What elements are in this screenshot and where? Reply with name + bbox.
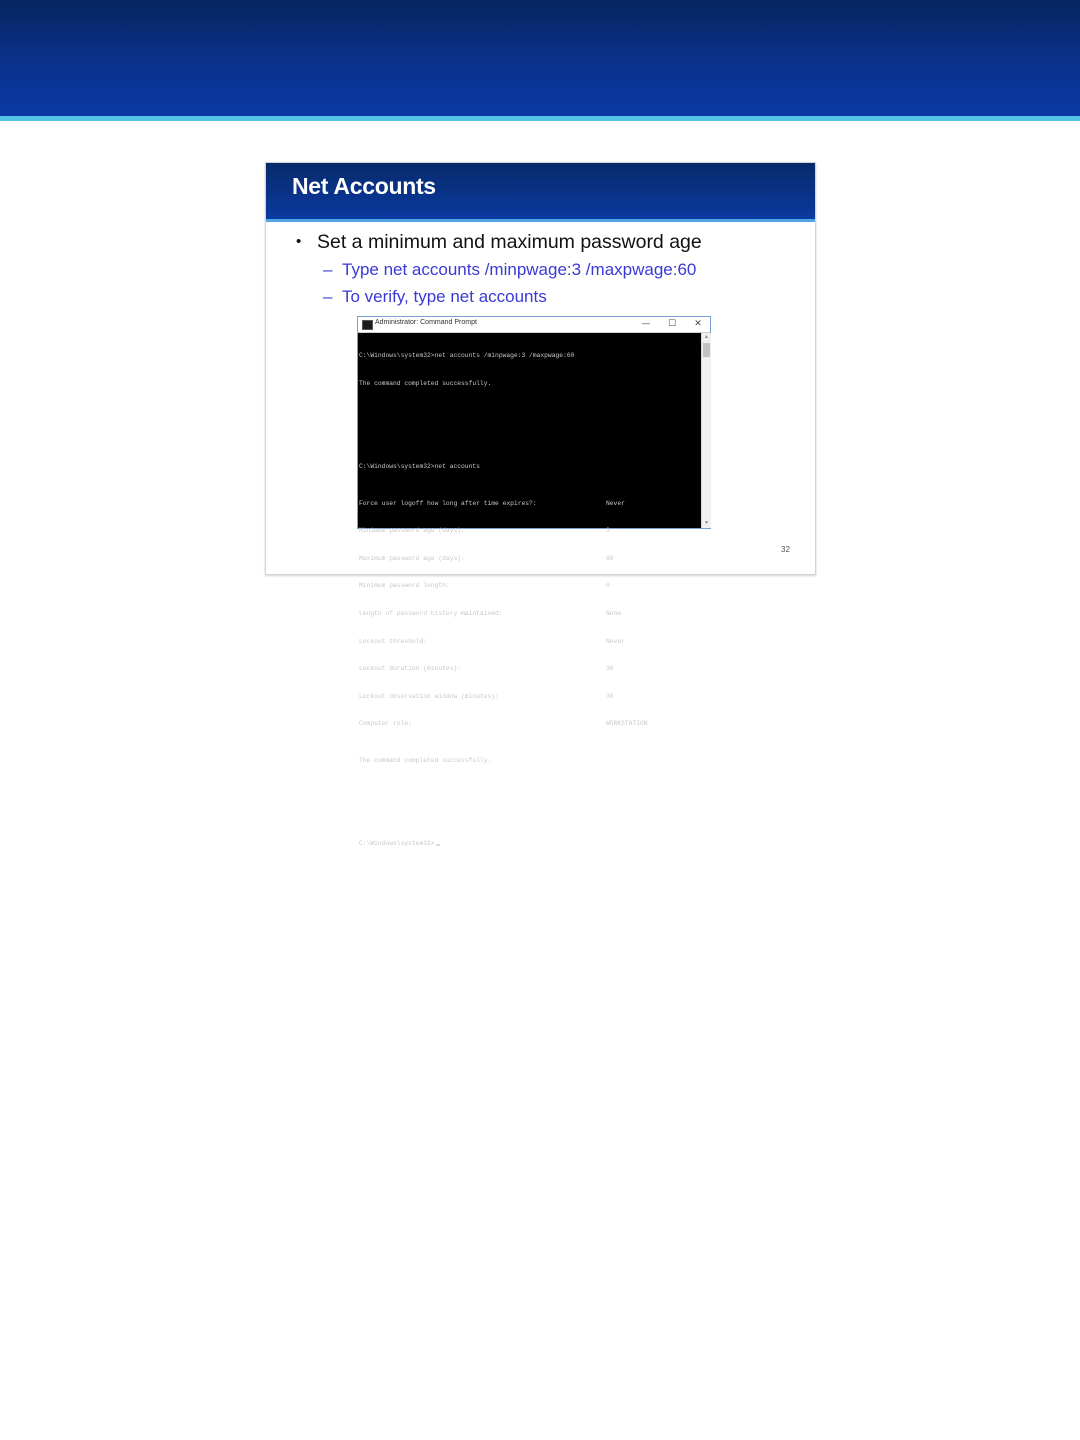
- sub-bullet-text: To verify, type net accounts: [342, 287, 547, 306]
- terminal-prompt-line: [359, 839, 702, 848]
- setting-value: WORKSTATION: [606, 720, 648, 728]
- terminal-setting-row: [359, 499, 702, 508]
- setting-label: Lockout threshold:: [359, 637, 428, 645]
- bullet-marker: •: [296, 233, 302, 250]
- close-icon: ✕: [694, 319, 702, 329]
- terminal-setting-row: [359, 692, 702, 701]
- slide-title: Net Accounts: [292, 173, 436, 199]
- terminal-setting-row: [359, 664, 702, 673]
- setting-value: 30: [606, 665, 614, 673]
- terminal-setting-row: [359, 719, 702, 728]
- terminal-line: C:\Windows\system32>net accounts: [359, 462, 480, 470]
- terminal-prompt: C:\Windows\system32>: [359, 839, 435, 847]
- terminal-line: The command completed successfully.: [359, 380, 492, 387]
- minimize-icon: —: [641, 319, 651, 329]
- terminal-line: The command completed successfully.: [359, 757, 492, 765]
- scroll-up-icon: ▲: [704, 334, 709, 340]
- terminal-scrollbar: [701, 333, 711, 528]
- terminal-blank-line: [359, 784, 702, 793]
- slide-number: 32: [781, 545, 790, 554]
- setting-value: 0: [606, 582, 610, 590]
- terminal-setting-row: [359, 554, 702, 563]
- setting-label: Minimum password length:: [359, 582, 450, 590]
- setting-label: Minimum password age (days):: [359, 527, 465, 535]
- setting-value: None: [606, 609, 622, 617]
- terminal-output: [358, 333, 702, 847]
- terminal-blank-line: [359, 407, 702, 416]
- maximize-icon: ☐: [667, 319, 677, 329]
- setting-label: Force user logoff how long after time expires?:: [359, 499, 537, 507]
- scrollbar-thumb: [703, 343, 710, 357]
- setting-value: Never: [606, 637, 625, 645]
- setting-label: Computer role:: [359, 720, 412, 728]
- setting-label: Lockout observation window (minutes):: [359, 692, 499, 700]
- bullet-text: Set a minimum and maximum password age: [317, 231, 702, 253]
- slide-header-divider: [266, 219, 815, 222]
- window-title: Administrator: Command Prompt: [375, 319, 477, 326]
- terminal-setting-row: [359, 637, 702, 646]
- setting-label: Maximum password age (days):: [359, 554, 465, 562]
- terminal-setting-row: [359, 581, 702, 590]
- setting-value: Never: [606, 499, 625, 507]
- slide-thumbnail: [265, 162, 816, 847]
- scroll-down-icon: ▼: [704, 520, 709, 526]
- terminal-line: C:\Windows\system32>net accounts /minpwage:3 /maxpwage:60: [359, 352, 575, 360]
- setting-label: Lockout duration (minutes):: [359, 665, 462, 673]
- text-cursor: [436, 844, 440, 846]
- sub-bullet-marker: –: [323, 260, 333, 279]
- sub-bullet-item: [323, 287, 547, 307]
- bullet-item: [296, 231, 702, 254]
- sub-bullet-marker: –: [323, 287, 333, 306]
- cmd-icon: [362, 320, 373, 330]
- command-prompt-window: [357, 316, 711, 847]
- setting-value: 3: [606, 527, 610, 535]
- terminal-setting-row: [359, 609, 702, 618]
- sub-bullet-item: [323, 260, 696, 280]
- sub-bullet-text: Type net accounts /minpwage:3 /maxpwage:60: [342, 260, 697, 279]
- setting-value: 60: [606, 554, 614, 562]
- terminal-blank-line: [359, 434, 702, 443]
- terminal-setting-row: [359, 526, 702, 535]
- setting-label: Length of password history maintained:: [359, 609, 503, 617]
- slide-header: [266, 163, 815, 219]
- setting-value: 30: [606, 692, 614, 700]
- page-header-band: [0, 0, 1080, 116]
- window-titlebar: [358, 317, 710, 333]
- page-header-stripe: [0, 116, 1080, 121]
- terminal-blank-line: [359, 811, 702, 820]
